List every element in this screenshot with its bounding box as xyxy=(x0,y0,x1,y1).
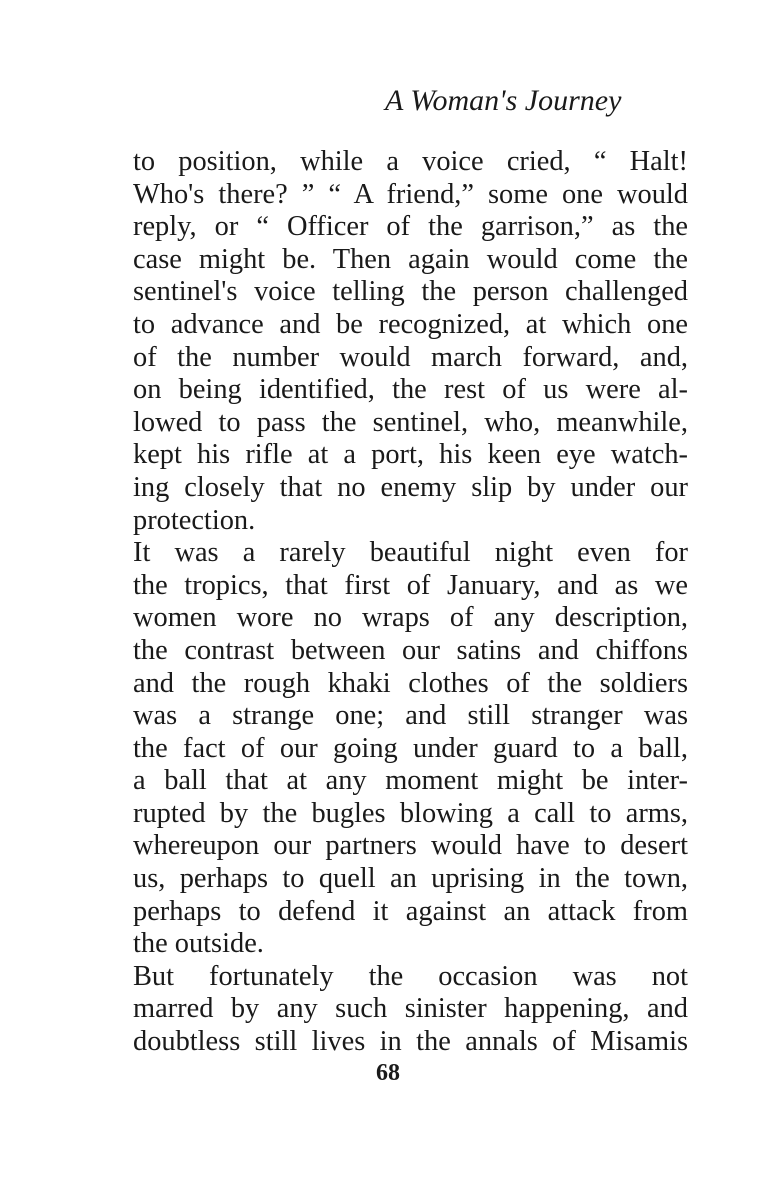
text-line: protection. xyxy=(133,504,256,536)
text-line: of the number would march forward, and, xyxy=(133,341,688,373)
text-line: It was a rarely beautiful night even for xyxy=(133,537,688,569)
text-line: ing closely that no enemy slip by under our xyxy=(133,471,688,503)
text-line: sentinel's voice telling the person challenged xyxy=(133,276,688,308)
running-head-title: A Woman's Journey xyxy=(385,84,622,117)
text-line: the contrast between our satins and chiffons xyxy=(133,634,688,666)
text-line: kept his rifle at a port, his keen eye watch- xyxy=(133,439,688,471)
body-text xyxy=(133,146,688,1059)
text-line: But fortunately the occasion was not xyxy=(133,960,688,992)
text-line: on being identified, the rest of us were al- xyxy=(133,374,688,406)
text-line: Who's there? ” “ A friend,” some one would xyxy=(133,178,688,210)
text-line: the fact of our going under guard to a ball, xyxy=(133,732,688,764)
text-line: case might be. Then again would come the xyxy=(133,243,688,275)
text-line: to advance and be recognized, at which one xyxy=(133,308,688,340)
text-line: perhaps to defend it against an attack from xyxy=(133,895,688,927)
text-line: was a strange one; and still stranger was xyxy=(133,700,688,732)
text-line: women wore no wraps of any description, xyxy=(133,602,688,634)
text-line: us, perhaps to quell an uprising in the town, xyxy=(133,863,688,895)
page-number: 68 xyxy=(376,1060,400,1086)
text-line: a ball that at any moment might be inter- xyxy=(133,765,688,797)
text-line: whereupon our partners would have to desert xyxy=(133,830,688,862)
text-line: to position, while a voice cried, “ Halt! xyxy=(133,146,688,177)
text-line: and the rough khaki clothes of the soldiers xyxy=(133,667,688,699)
text-line: doubtless still lives in the annals of Misamis xyxy=(133,1026,688,1058)
text-line: reply, or “ Officer of the garrison,” as the xyxy=(133,211,688,243)
text-line: the outside. xyxy=(133,928,264,960)
text-line: rupted by the bugles blowing a call to arms, xyxy=(133,797,688,829)
text-line: lowed to pass the sentinel, who, meanwhile, xyxy=(133,406,688,438)
text-line: the tropics, that first of January, and as we xyxy=(133,569,688,601)
text-line: marred by any such sinister happening, and xyxy=(133,993,688,1025)
